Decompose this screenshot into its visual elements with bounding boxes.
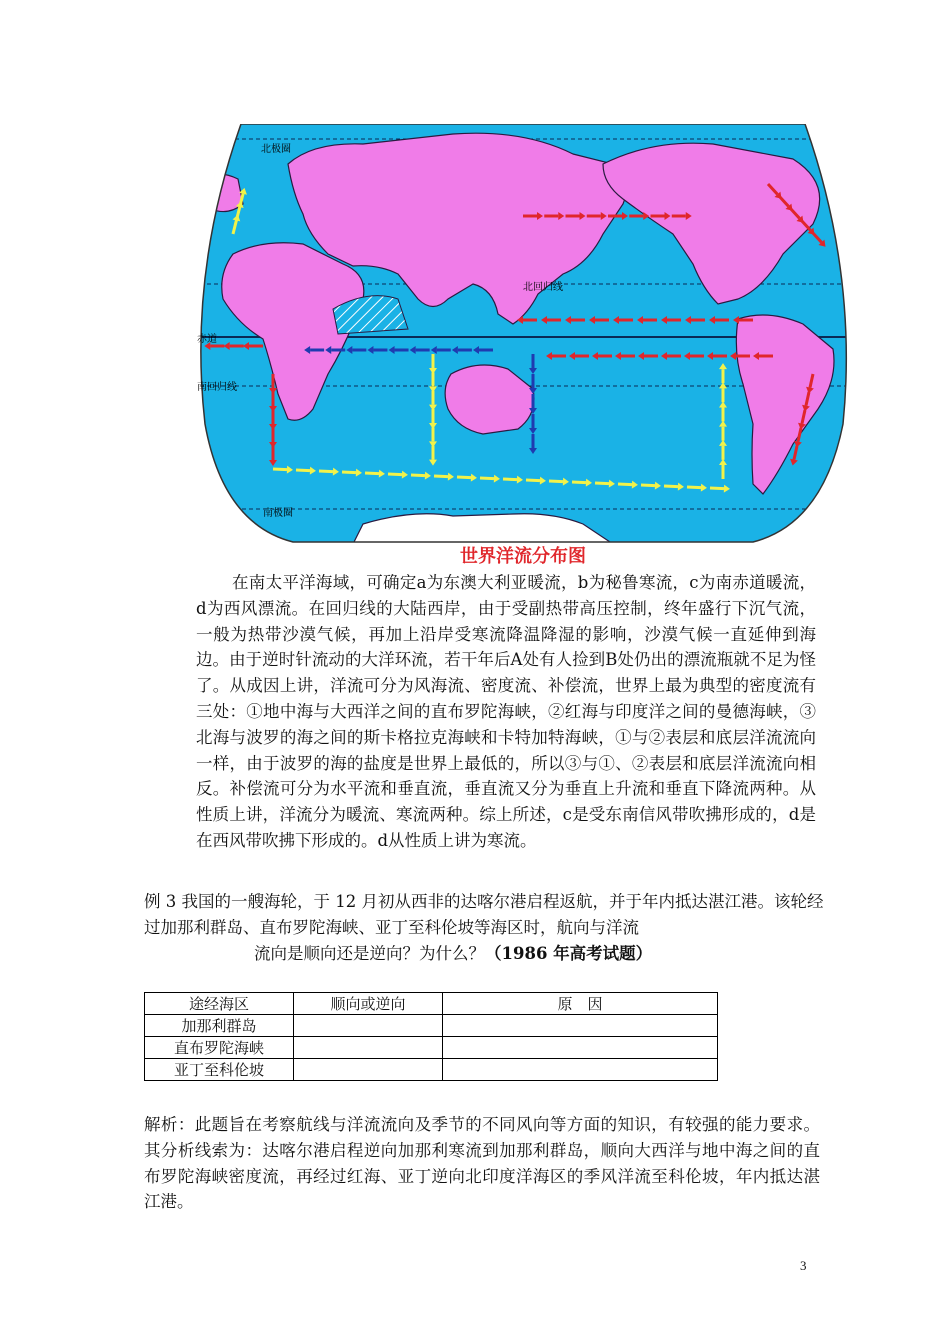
analysis-paragraph: 解析：此题旨在考察航线与洋流流向及季节的不同风向等方面的知识，有较强的能力要求。其分析线索为：达喀尔港启程逆向加那利寒流到加那利群岛，顺向大西洋与地中海之间的直布罗陀海峡密度流，再经过红海、亚丁逆向北印度洋海区的季风洋流至科伦坡，年内抵达湛江港。 (144, 1115, 820, 1212)
cell-region: 加那利群岛 (145, 1015, 294, 1037)
header-reason: 原 因 (443, 993, 718, 1015)
table-row (145, 1015, 718, 1037)
table-header-row (145, 993, 718, 1015)
tropic-capricorn-label: 南回归线 (197, 382, 237, 393)
table-row (145, 1037, 718, 1059)
example-source: （1986 年高考试题） (485, 943, 653, 963)
map-figure (193, 124, 853, 570)
cell-direction (294, 1015, 443, 1037)
explanation-paragraph: 在南太平洋海域，可确定a为东澳大利亚暖流，b为秘鲁寒流，c为南赤道暖流，d为西风漂流。在回归线的大陆西岸，由于受副热带高压控制，终年盛行下沉气流，一般为热带沙漠气候，再加上沿岸受寒流降温降湿的影响，沙漠气候一直延伸到海边。由于逆时针流动的大洋环流，若干年后A处有人捡到B处仍出的漂流瓶就不足为怪了。从成因上讲，洋流可分为风海流、密度流、补偿流，世界上最为典型的密度流有三处：①地中海与大西洋之间的直布罗陀海峡，②红海与印度洋之间的曼德海峡，③北海与波罗的海之间的斯卡格拉克海峡和卡特加特海峡，①与②表层和底层洋流流向一样，由于波罗的海的盐度是世界上最低的，所以③与①、②表层和底层洋流流向相反。补偿流可分为水平流和垂直流，垂直流又分为垂直上升流和垂直下降流两种。从性质上讲，洋流分为暖流、寒流两种。综上所述，c是受东南信风带吹拂形成的，d是在西风带吹拂下形成的。d从性质上讲为寒流。 (196, 573, 816, 850)
cell-direction (294, 1059, 443, 1081)
example-line-2: 流向是顺向还是逆向？为什么？（1986 年高考试题） (254, 943, 653, 963)
world-ocean-currents-map (193, 124, 853, 570)
page-number: 3 (800, 1258, 807, 1273)
cell-direction (294, 1037, 443, 1059)
cell-reason (443, 1059, 718, 1081)
tropic-cancer-label: 北回归线 (523, 282, 563, 293)
header-region: 途经海区 (145, 993, 294, 1015)
cell-region: 亚丁至科伦坡 (145, 1059, 294, 1081)
equator-label: 赤道 (197, 334, 217, 345)
header-direction: 顺向或逆向 (294, 993, 443, 1015)
arctic-circle-label: 北极圈 (261, 144, 291, 155)
cell-region: 直布罗陀海峡 (145, 1037, 294, 1059)
cell-reason (443, 1037, 718, 1059)
example-line-1: 例 3 我国的一艘海轮，于 12 月初从西非的达喀尔港启程返航，并于年内抵达湛江港。该轮经过加那利群岛、直布罗陀海峡、亚丁至科伦坡等海区时，航向与洋流 (144, 892, 824, 937)
example-question (144, 889, 824, 966)
antarctic-circle-label: 南极圈 (263, 508, 293, 519)
answer-table (144, 992, 718, 1081)
table-row (145, 1059, 718, 1081)
cell-reason (443, 1015, 718, 1037)
map-title: 世界洋流分布图 (460, 546, 586, 567)
